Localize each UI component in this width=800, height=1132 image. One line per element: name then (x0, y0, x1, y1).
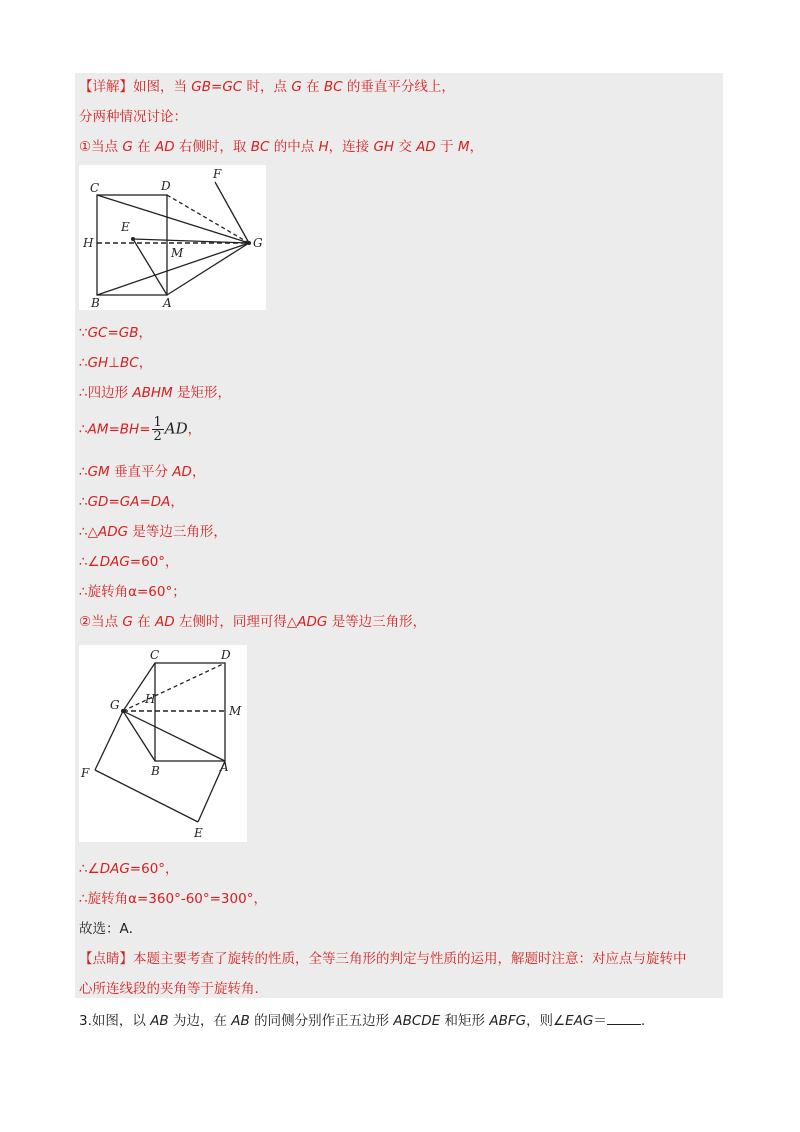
fraction-half: $\frac{1}{2}$ (153, 415, 162, 444)
answer-blank[interactable] (607, 1011, 641, 1025)
detail-intro: 【详解】如图，当 GB=GC 时，点 G 在 BC 的垂直平分线上， (79, 79, 455, 95)
figure-case1 (79, 165, 266, 310)
case2-heading: ②当点 G 在 AD 左侧时，同理可得△ADG 是等边三角形， (79, 614, 427, 630)
case1-heading: ①当点 G 在 AD 右侧时，取 BC 的中点 H，连接 GH 交 AD 于 M， (79, 139, 484, 155)
step-rectangle: ∴四边形 ABHM 是矩形， (79, 385, 231, 401)
label-c: C (90, 181, 100, 195)
label-b: B (91, 296, 100, 310)
label-e: E (121, 220, 130, 234)
label-h: H (145, 692, 156, 706)
tip-line-2: 心所连线段的夹角等于旋转角. (79, 981, 259, 997)
step-equal-sides: ∴GD=GA=DA， (79, 494, 184, 510)
step-rotation-300: ∴旋转角α=360°-60°=300°， (79, 891, 267, 907)
label-m: M (229, 704, 242, 718)
label-f: F (213, 167, 222, 181)
square-cdab (155, 663, 225, 761)
label-f: F (81, 766, 90, 780)
figure-case2-svg (79, 645, 247, 842)
step-gh-perp: ∴GH⊥BC， (79, 355, 153, 371)
label-b: B (151, 764, 160, 778)
square-bcda (97, 195, 167, 295)
detail-label: 【详解】 (79, 79, 133, 95)
label-g: G (110, 698, 120, 712)
step-equilateral: ∴△ADG 是等边三角形， (79, 524, 227, 540)
tip-label: 【点睛】 (79, 951, 133, 967)
step2-angle-60: ∴∠DAG=60°， (79, 861, 179, 877)
label-a: A (163, 296, 172, 310)
step-rotation-60: ∴旋转角α=60°； (79, 584, 186, 600)
step-am-bh: ∴AM=BH= $\frac{1}{2}$ AD， (79, 415, 202, 444)
question-3: 3.如图，以 AB 为边，在 AB 的同侧分别作正五边形 ABCDE 和矩形 ABFG，则∠EAG＝ . (79, 1013, 646, 1029)
label-a: A (220, 760, 229, 774)
label-d: D (161, 179, 171, 193)
label-h: H (83, 236, 94, 250)
figure-case1-svg (79, 165, 266, 310)
label-d: D (221, 648, 231, 662)
cases-intro: 分两种情况讨论： (79, 109, 187, 125)
figure-case2 (79, 645, 247, 842)
step-gm-bisect: ∴GM 垂直平分 AD， (79, 464, 206, 480)
label-g: G (253, 236, 263, 250)
label-m: M (171, 246, 184, 260)
step-gc-gb: ∵GC=GB， (79, 325, 153, 341)
tip-line-1: 【点睛】本题主要考查了旋转的性质，全等三角形的判定与性质的运用，解题时注意：对应点与旋转中 (79, 951, 687, 967)
label-c: C (150, 648, 160, 662)
label-e: E (194, 826, 203, 840)
answer-choice: 故选：A． (79, 921, 143, 937)
step-angle-60: ∴∠DAG=60°， (79, 554, 179, 570)
